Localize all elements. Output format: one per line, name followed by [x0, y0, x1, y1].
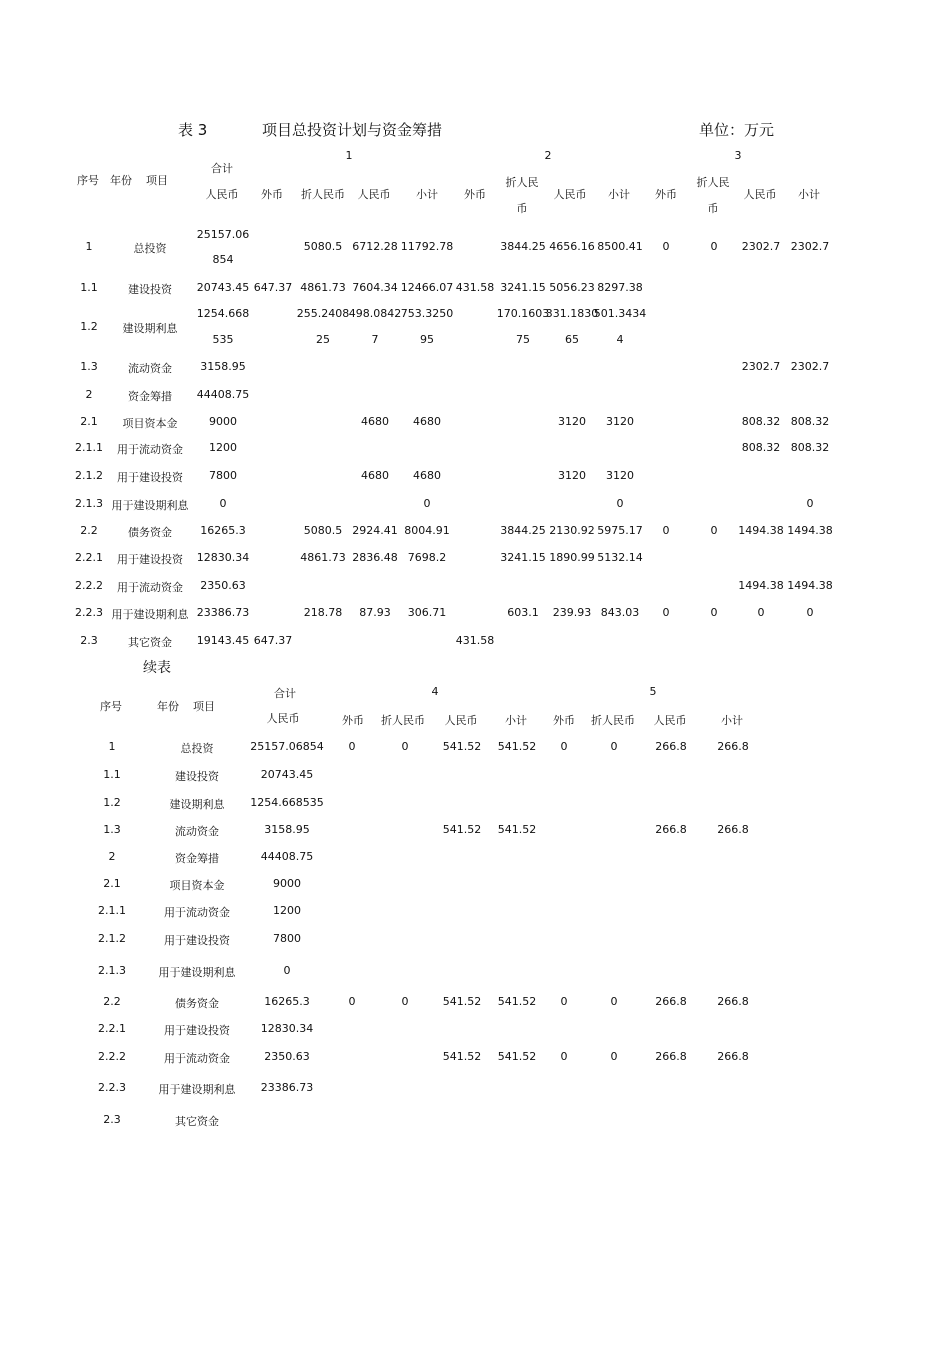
table-cell-y1_sub: 0 — [423, 497, 431, 510]
table-cell-y2_sub: 8500.41 — [597, 240, 643, 253]
table-cell-item: 建设投资 — [175, 770, 219, 783]
converted-header-y5: 折人民币 — [591, 714, 635, 727]
table-cell-y2_rmb: 4656.16 — [549, 240, 595, 253]
table-cell-total: 16265.3 — [264, 995, 310, 1008]
table-cell-y1_conv: 4861.73 — [300, 551, 346, 564]
table-cell-seq: 2.2.2 — [75, 579, 103, 592]
unit-label: 单位：万元 — [699, 121, 775, 139]
table-cell-y4_rmb: 541.52 — [442, 995, 482, 1008]
table-cell-total-cont: 535 — [212, 333, 234, 346]
table-cell-total: 1200 — [273, 904, 301, 917]
table-cell-y5_fx: 0 — [560, 1050, 568, 1063]
table-cell-total: 20743.45 — [196, 281, 250, 294]
table-cell-item: 建设期利息 — [169, 798, 225, 811]
table-cell-y4_fx: 0 — [348, 740, 356, 753]
table-label: 表 3 — [178, 121, 208, 139]
table-cell-item: 总投资 — [180, 742, 214, 755]
table-cell-y2_sub: 3120 — [606, 415, 634, 428]
table-cell-y3_sub: 1494.38 — [787, 579, 833, 592]
table-cell-item: 项目资本金 — [169, 879, 225, 892]
table-cell-y2_rmb: 2130.92 — [549, 524, 595, 537]
table-cell-seq: 2.1.2 — [75, 469, 103, 482]
table-cell-y2_sub: 8297.38 — [597, 281, 643, 294]
table-cell-seq: 2.2 — [103, 995, 121, 1008]
table-cell-seq: 2.2 — [80, 524, 98, 537]
table-cell-seq: 2.3 — [80, 634, 98, 647]
table-cell-y1_fx: 647.37 — [253, 281, 293, 294]
table-cell-y2_conv: 3844.25 — [500, 240, 546, 253]
table-cell-y1_conv-cont: 25 — [316, 333, 330, 346]
table-cell-y3_sub: 0 — [806, 497, 814, 510]
table-cell-total: 9000 — [209, 415, 237, 428]
table-cell-item: 资金筹措 — [175, 852, 219, 865]
table-cell-y3_rmb: 1494.38 — [738, 579, 784, 592]
table-cell-total: 25157.06854 — [250, 740, 324, 753]
converted-header-y2-cont: 币 — [516, 202, 528, 215]
rmb-header-y3: 人民币 — [743, 188, 777, 201]
table-cell-y1_conv: 4861.73 — [300, 281, 346, 294]
table-cell-y5_fx: 0 — [560, 740, 568, 753]
table-cell-total: 19143.45 — [196, 634, 250, 647]
table-cell-item: 流动资金 — [175, 825, 219, 838]
subtotal-header-y2: 小计 — [608, 188, 630, 201]
converted-header-y3-cont: 币 — [707, 202, 719, 215]
table-cell-y2_fx: 431.58 — [455, 634, 495, 647]
table-cell-item: 用于建设投资 — [164, 1024, 230, 1037]
table-cell-seq: 1.3 — [80, 360, 98, 373]
table-cell-y4_sub: 541.52 — [497, 823, 537, 836]
forex-header-y2: 外币 — [464, 188, 486, 201]
table-cell-y1_rmb-cont: 7 — [371, 333, 379, 346]
table-cell-y3_rmb: 2302.7 — [741, 240, 781, 253]
table-cell-item: 用于建设期利息 — [158, 1083, 236, 1096]
table-cell-seq: 2.2.3 — [75, 606, 103, 619]
table-cell-y2_sub: 5975.17 — [597, 524, 643, 537]
table-cell-seq: 2.1 — [80, 415, 98, 428]
table-cell-y4_rmb: 541.52 — [442, 740, 482, 753]
table-cell-item: 用于建设期利息 — [111, 499, 189, 512]
table-cell-y1_sub: 306.71 — [407, 606, 447, 619]
table-cell-total: 44408.75 — [260, 850, 314, 863]
table-cell-y1_conv: 218.78 — [303, 606, 343, 619]
seq-header: 序号 — [100, 700, 122, 713]
table-cell-item: 用于建设投资 — [117, 471, 183, 484]
table-cell-total: 1254.668535 — [250, 796, 324, 809]
table-cell-total: 1200 — [209, 441, 237, 454]
table-cell-seq: 2.2.1 — [98, 1022, 126, 1035]
table-cell-seq: 2.1 — [103, 877, 121, 890]
forex-header-y5: 外币 — [553, 714, 575, 727]
rmb-header-y2: 人民币 — [553, 188, 587, 201]
total-rmb-header: 人民币 — [205, 188, 239, 201]
table-cell-y3_sub: 2302.7 — [790, 240, 830, 253]
table-cell-seq: 2.1.2 — [98, 932, 126, 945]
table-cell-y4_sub: 541.52 — [497, 1050, 537, 1063]
table-cell-item: 建设期利息 — [122, 322, 178, 335]
table-cell-y4_conv: 0 — [401, 740, 409, 753]
table-cell-y2_conv-cont: 75 — [516, 333, 530, 346]
table-cell-y1_conv: 255.2408 — [296, 307, 350, 320]
forex-header-y1: 外币 — [261, 188, 283, 201]
table-cell-y2_sub-cont: 4 — [616, 333, 624, 346]
table-cell-y4_sub: 541.52 — [497, 740, 537, 753]
table-cell-total: 12830.34 — [196, 551, 250, 564]
table-cell-y5_rmb: 266.8 — [655, 740, 687, 753]
table-cell-y2_rmb: 331.1830 — [545, 307, 599, 320]
table-cell-y1_conv: 5080.5 — [303, 240, 343, 253]
table-cell-y3_rmb: 2302.7 — [741, 360, 781, 373]
table-cell-seq: 1.2 — [80, 320, 98, 333]
table-cell-seq: 1.3 — [103, 823, 121, 836]
table-cell-y2_sub: 5132.14 — [597, 551, 643, 564]
table-cell-y5_sub: 266.8 — [717, 823, 749, 836]
table-cell-seq: 2 — [108, 850, 116, 863]
table-cell-seq: 1 — [85, 240, 93, 253]
table-cell-y3_conv: 0 — [710, 240, 718, 253]
table-cell-seq: 2.2.2 — [98, 1050, 126, 1063]
table-cell-item: 用于流动资金 — [164, 906, 230, 919]
table-cell-seq: 2.2.1 — [75, 551, 103, 564]
table-cell-total: 20743.45 — [260, 768, 314, 781]
table-cell-seq: 2.1.1 — [75, 441, 103, 454]
table-cell-y1_sub: 11792.78 — [400, 240, 454, 253]
table-cell-y5_conv: 0 — [610, 995, 618, 1008]
table-cell-item: 用于建设期利息 — [111, 608, 189, 621]
table-cell-seq: 2 — [85, 388, 93, 401]
table-cell-seq: 1.2 — [103, 796, 121, 809]
table-cell-y3_sub: 808.32 — [790, 415, 830, 428]
table-cell-y1_rmb: 7604.34 — [352, 281, 398, 294]
table-cell-item: 其它资金 — [175, 1115, 219, 1128]
continued-title: 续表 — [143, 660, 171, 676]
subtotal-header-y4: 小计 — [505, 714, 527, 727]
subtotal-header-y5: 小计 — [721, 714, 743, 727]
table-cell-item: 用于流动资金 — [164, 1052, 230, 1065]
table-cell-seq: 1 — [108, 740, 116, 753]
table-cell-seq: 2.3 — [103, 1113, 121, 1126]
table-cell-y4_rmb: 541.52 — [442, 823, 482, 836]
table-cell-y5_fx: 0 — [560, 995, 568, 1008]
table-cell-y5_sub: 266.8 — [717, 1050, 749, 1063]
table-cell-y5_sub: 266.8 — [717, 740, 749, 753]
table-cell-y3_rmb: 808.32 — [741, 415, 781, 428]
table-cell-y3_sub: 2302.7 — [790, 360, 830, 373]
year-3-header: 3 — [734, 149, 742, 162]
table-cell-y3_rmb: 808.32 — [741, 441, 781, 454]
table-cell-y3_fx: 0 — [662, 524, 670, 537]
table-cell-y2_rmb: 5056.23 — [549, 281, 595, 294]
table-cell-total: 1254.668 — [196, 307, 250, 320]
table-cell-y2_rmb: 239.93 — [552, 606, 592, 619]
rmb-header-y4: 人民币 — [444, 714, 478, 727]
table-cell-item: 建设投资 — [128, 283, 172, 296]
table-cell-y3_sub: 808.32 — [790, 441, 830, 454]
table-cell-y1_rmb: 87.93 — [359, 606, 391, 619]
table-cell-y2_conv: 3844.25 — [500, 524, 546, 537]
table-cell-y1_rmb: 6712.28 — [352, 240, 398, 253]
year-5-header: 5 — [649, 685, 657, 698]
converted-header-y2: 折人民 — [505, 176, 539, 189]
table-cell-y3_sub: 1494.38 — [787, 524, 833, 537]
table-cell-y1_sub: 4680 — [413, 469, 441, 482]
table-cell-item: 流动资金 — [128, 362, 172, 375]
table-cell-y2_conv: 170.1603 — [496, 307, 550, 320]
table-cell-y2_sub: 843.03 — [600, 606, 640, 619]
table-cell-seq: 2.1.3 — [75, 497, 103, 510]
total-rmb-header: 人民币 — [266, 712, 300, 725]
table-cell-total: 7800 — [273, 932, 301, 945]
table-cell-total: 3158.95 — [200, 360, 246, 373]
table-cell-y5_rmb: 266.8 — [655, 1050, 687, 1063]
table-cell-y2_sub: 3120 — [606, 469, 634, 482]
table-cell-y2_rmb: 1890.99 — [549, 551, 595, 564]
table-cell-y2_conv: 3241.15 — [500, 281, 546, 294]
table-cell-y4_conv: 0 — [401, 995, 409, 1008]
table-cell-item: 用于建设期利息 — [158, 966, 236, 979]
table-cell-y2_rmb: 3120 — [558, 415, 586, 428]
table-cell-y1_conv: 5080.5 — [303, 524, 343, 537]
table-cell-y2_rmb: 3120 — [558, 469, 586, 482]
table-cell-seq: 2.2.3 — [98, 1081, 126, 1094]
item-header: 项目 — [146, 174, 168, 187]
rmb-header-y5: 人民币 — [653, 714, 687, 727]
table-cell-total: 12830.34 — [260, 1022, 314, 1035]
table-cell-total-cont: 854 — [212, 253, 234, 266]
table-cell-item: 用于流动资金 — [117, 581, 183, 594]
table-cell-y2_conv: 3241.15 — [500, 551, 546, 564]
table-cell-item: 债务资金 — [175, 997, 219, 1010]
converted-header-y1: 折人民币 — [301, 188, 345, 201]
table-cell-y1_sub: 8004.91 — [404, 524, 450, 537]
table-cell-total: 23386.73 — [196, 606, 250, 619]
table-cell-seq: 1.1 — [80, 281, 98, 294]
table-cell-y3_fx: 0 — [662, 240, 670, 253]
converted-header-y4: 折人民币 — [381, 714, 425, 727]
table-cell-item: 资金筹措 — [128, 390, 172, 403]
table-cell-total: 16265.3 — [200, 524, 246, 537]
table-cell-total: 3158.95 — [264, 823, 310, 836]
table-cell-y3_conv: 0 — [710, 606, 718, 619]
table-cell-y1_rmb: 4680 — [361, 469, 389, 482]
table-cell-y1_rmb: 4680 — [361, 415, 389, 428]
table-cell-total: 23386.73 — [260, 1081, 314, 1094]
forex-header-y4: 外币 — [342, 714, 364, 727]
table-cell-item: 其它资金 — [128, 636, 172, 649]
table-cell-total: 44408.75 — [196, 388, 250, 401]
table-cell-y1_sub: 12466.07 — [400, 281, 454, 294]
table-cell-total: 25157.06 — [196, 228, 250, 241]
table-cell-total: 2350.63 — [200, 579, 246, 592]
table-cell-y1_rmb: 2924.41 — [352, 524, 398, 537]
table-cell-y3_conv: 0 — [710, 524, 718, 537]
seq-header: 序号 — [77, 174, 99, 187]
table-cell-y4_rmb: 541.52 — [442, 1050, 482, 1063]
table-cell-seq: 2.1.1 — [98, 904, 126, 917]
table-cell-y5_sub: 266.8 — [717, 995, 749, 1008]
table-cell-y1_rmb: 498.0842 — [348, 307, 402, 320]
subtotal-header-y1: 小计 — [416, 188, 438, 201]
table-cell-y3_rmb: 1494.38 — [738, 524, 784, 537]
table-cell-item: 用于建设投资 — [164, 934, 230, 947]
table-cell-y1_sub-cont: 95 — [420, 333, 434, 346]
year-1-header: 1 — [345, 149, 353, 162]
table-cell-y4_fx: 0 — [348, 995, 356, 1008]
table-cell-seq: 2.1.3 — [98, 964, 126, 977]
table-cell-y1_sub: 7698.2 — [407, 551, 447, 564]
table-cell-y3_sub: 0 — [806, 606, 814, 619]
item-header: 项目 — [193, 700, 215, 713]
table-cell-y2_sub: 0 — [616, 497, 624, 510]
table-cell-total: 0 — [283, 964, 291, 977]
table-cell-item: 项目资本金 — [122, 417, 178, 430]
table-cell-item: 债务资金 — [128, 526, 172, 539]
total-header: 合计 — [274, 687, 296, 700]
year-header: 年份 — [110, 174, 132, 187]
table-cell-y2_sub: 501.3434 — [593, 307, 647, 320]
table-cell-total: 2350.63 — [264, 1050, 310, 1063]
year-header: 年份 — [157, 700, 179, 713]
table-cell-item: 用于流动资金 — [117, 443, 183, 456]
subtotal-header-y3: 小计 — [798, 188, 820, 201]
table-cell-y2_conv: 603.1 — [507, 606, 539, 619]
table-cell-y1_sub: 4680 — [413, 415, 441, 428]
table-cell-total: 9000 — [273, 877, 301, 890]
total-header: 合计 — [211, 162, 233, 175]
table-cell-total: 0 — [219, 497, 227, 510]
converted-header-y3: 折人民 — [696, 176, 730, 189]
forex-header-y3: 外币 — [655, 188, 677, 201]
table-cell-y3_rmb: 0 — [757, 606, 765, 619]
table-cell-y1_sub: 753.3250 — [400, 307, 454, 320]
table-cell-y4_sub: 541.52 — [497, 995, 537, 1008]
table-cell-y5_rmb: 266.8 — [655, 995, 687, 1008]
table-cell-seq: 1.1 — [103, 768, 121, 781]
table-cell-item: 总投资 — [133, 242, 167, 255]
table-cell-y1_fx: 647.37 — [253, 634, 293, 647]
year-4-header: 4 — [431, 685, 439, 698]
table-cell-y5_rmb: 266.8 — [655, 823, 687, 836]
table-cell-item: 用于建设投资 — [117, 553, 183, 566]
table-cell-y5_conv: 0 — [610, 740, 618, 753]
year-2-header: 2 — [544, 149, 552, 162]
table-cell-y2_fx: 431.58 — [455, 281, 495, 294]
table-cell-y1_rmb: 2836.48 — [352, 551, 398, 564]
table-cell-y5_conv: 0 — [610, 1050, 618, 1063]
table-cell-y3_fx: 0 — [662, 606, 670, 619]
table-cell-y2_rmb-cont: 65 — [565, 333, 579, 346]
page-title: 项目总投资计划与资金筹措 — [262, 121, 443, 139]
table-cell-total: 7800 — [209, 469, 237, 482]
rmb-header-y1: 人民币 — [357, 188, 391, 201]
